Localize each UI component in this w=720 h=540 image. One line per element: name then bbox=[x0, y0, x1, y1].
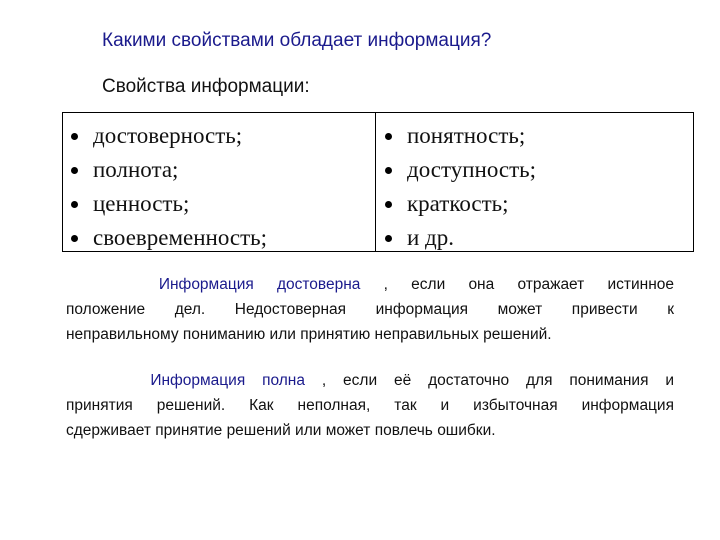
paragraph-line: сдерживает принятие решений или может повлечь ошибки. bbox=[66, 422, 496, 439]
slide-subtitle: Свойства информации: bbox=[102, 76, 310, 97]
paragraph-text: , если она отражает истинное bbox=[383, 276, 675, 293]
paragraph-line bbox=[66, 272, 674, 297]
paragraph-text: , если её достаточно для понимания и bbox=[321, 372, 674, 389]
completeness-paragraph bbox=[66, 368, 674, 443]
highlighted-term: Информация полна bbox=[150, 372, 305, 389]
reliability-paragraph bbox=[66, 272, 674, 347]
bullet-icon bbox=[71, 133, 78, 140]
bullet-icon bbox=[385, 167, 392, 174]
slide-title: Какими свойствами обладает информация? bbox=[102, 30, 492, 51]
list-item bbox=[69, 187, 267, 221]
list-item-label: краткость; bbox=[407, 191, 509, 216]
paragraph-line bbox=[66, 368, 674, 393]
list-item-label: достоверность; bbox=[93, 123, 243, 148]
bullet-icon bbox=[71, 235, 78, 242]
column-divider bbox=[375, 113, 376, 251]
bullet-icon bbox=[385, 235, 392, 242]
paragraph-line: принятия решений. Как неполная, так и избыточная информация bbox=[66, 397, 674, 414]
list-item bbox=[69, 119, 267, 153]
bullet-icon bbox=[385, 133, 392, 140]
paragraph-line: неправильному пониманию или принятию неправильных решений. bbox=[66, 326, 552, 343]
bullet-icon bbox=[385, 201, 392, 208]
properties-right-column bbox=[383, 119, 536, 255]
list-item-label: понятность; bbox=[407, 123, 526, 148]
list-item-label: полнота; bbox=[93, 157, 179, 182]
highlighted-term: Информация достоверна bbox=[158, 276, 361, 293]
bullet-icon bbox=[71, 167, 78, 174]
list-item-label: своевременность; bbox=[93, 225, 268, 250]
list-item bbox=[69, 153, 267, 187]
properties-table bbox=[62, 112, 694, 252]
paragraph-line: положение дел. Недостоверная информация может привести к bbox=[66, 301, 674, 318]
list-item bbox=[383, 187, 536, 221]
properties-left-column bbox=[69, 119, 267, 255]
bullet-icon bbox=[71, 201, 78, 208]
list-item bbox=[69, 221, 267, 255]
list-item-label: ценность; bbox=[93, 191, 190, 216]
list-item bbox=[383, 153, 536, 187]
list-item-label: доступность; bbox=[407, 157, 537, 182]
list-item bbox=[383, 221, 536, 255]
list-item bbox=[383, 119, 536, 153]
list-item-label: и др. bbox=[407, 225, 455, 250]
